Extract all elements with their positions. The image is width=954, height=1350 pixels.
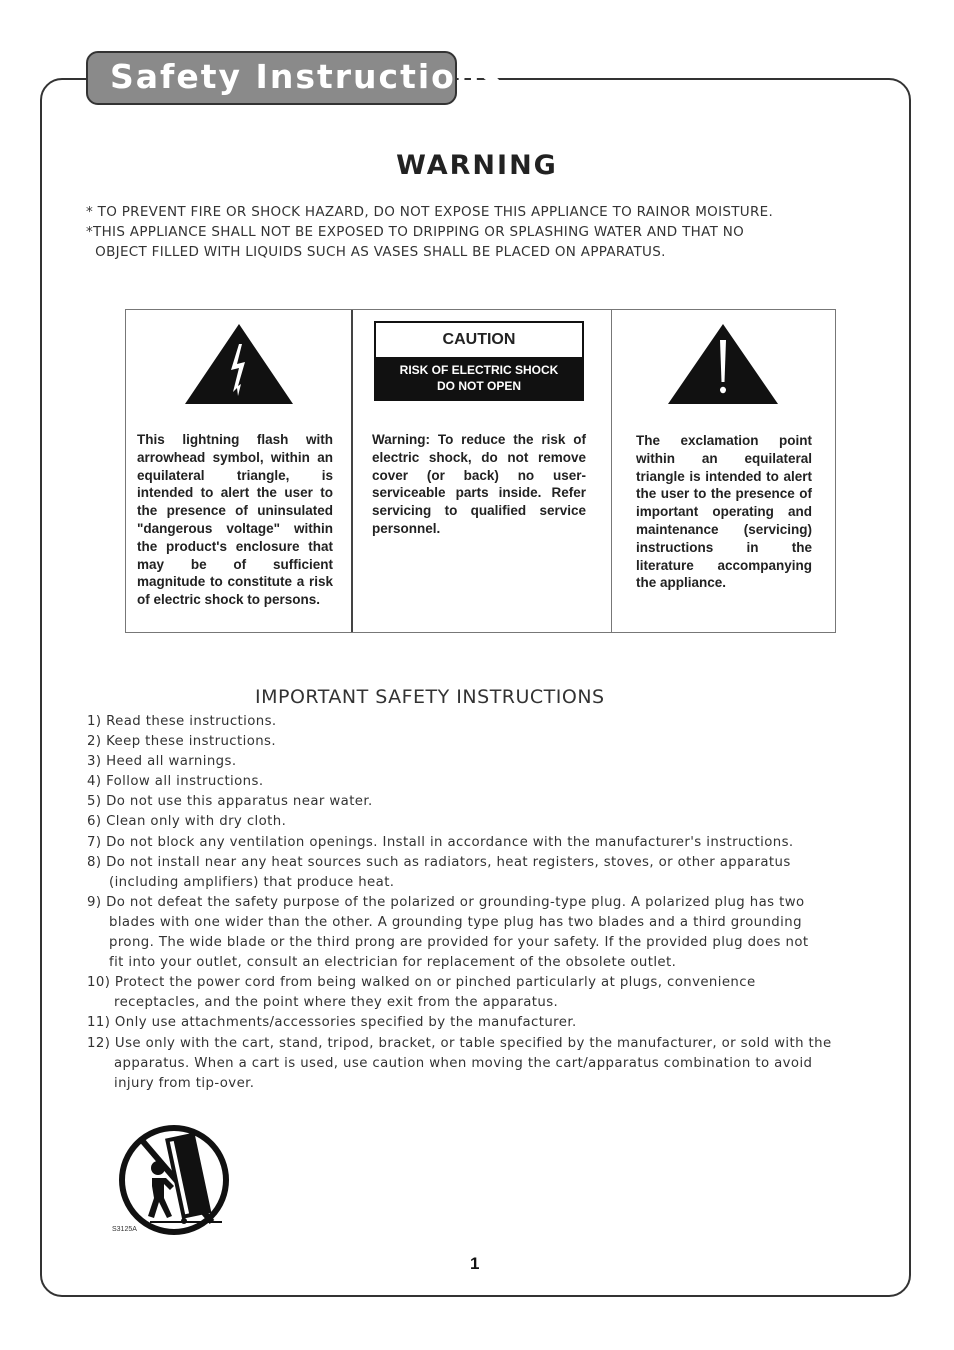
caution-subtitle-line-2: DO NOT OPEN — [436, 379, 521, 393]
warning-line-3: OBJECT FILLED WITH LIQUIDS SUCH AS VASES SHALL BE PLACED ON APPARATUS. — [86, 244, 666, 260]
warning-line-2: *THIS APPLIANCE SHALL NOT BE EXPOSED TO DRIPPING OR SPLASHING WATER AND THAT NO — [86, 224, 745, 240]
exclamation-description: The exclamation point within an equilateral triangle is intended to alert the user to the presence of important operating and maintenance (servicing) instructions in the literature accompanying the appliance. — [636, 433, 812, 591]
safety-symbols-panel — [125, 309, 836, 633]
list-item: 5) Do not use this apparatus near water. — [87, 794, 373, 810]
list-item: 8) Do not install near any heat sources such as radiators, heat registers, stoves, or other apparatus — [87, 854, 791, 870]
caution-label — [374, 321, 584, 401]
cart-tip-over-icon — [112, 1124, 237, 1236]
caution-title: CAUTION — [442, 331, 516, 348]
cart-warning-symbol — [112, 1124, 237, 1240]
panel-divider — [611, 310, 612, 632]
lightning-triangle-icon — [183, 322, 295, 406]
caution-subtitle — [376, 357, 582, 399]
caution-description: Warning: To reduce the risk of electric shock, do not remove cover (or back) no user-serviceable parts inside. Refer servicing to qualified service personnel. — [372, 432, 586, 536]
list-item: 1) Read these instructions. — [87, 714, 277, 729]
list-item: 4) Follow all instructions. — [87, 774, 264, 790]
list-item-continued: (including amplifiers) that produce heat. — [109, 874, 395, 890]
panel-divider — [351, 310, 353, 632]
title-tab — [86, 51, 503, 105]
page-number: 1 — [470, 1254, 480, 1273]
warning-heading: WARNING — [396, 150, 558, 181]
lightning-description: This lightning flash with arrowhead symbol, within an equilateral triangle, is intended to alert the user to the presence of uninsulated "dangerous voltage" within the product's enclosure that may be of sufficient magnitude to constitute a risk of electric shock to persons. — [137, 432, 333, 608]
list-item-continued: receptacles, and the point where they exit from the apparatus. — [114, 995, 559, 1011]
list-item: 10) Protect the power cord from being walked on or pinched particularly at plugs, convenience — [87, 975, 756, 991]
caution-subtitle-line-1: RISK OF ELECTRIC SHOCK — [399, 363, 559, 377]
cart-symbol-code: S3125A — [112, 1226, 137, 1233]
exclamation-triangle-icon — [666, 322, 780, 406]
list-item-continued: prong. The wide blade or the third prong are provided for your safety. If the provided plug does not — [109, 935, 809, 951]
list-item: 2) Keep these instructions. — [87, 734, 277, 750]
list-item: 11) Only use attachments/accessories specified by the manufacturer. — [87, 1015, 577, 1031]
list-item: 3) Heed all warnings. — [87, 754, 237, 770]
instructions-heading: IMPORTANT SAFETY INSTRUCTIONS — [255, 686, 605, 708]
page-title: Safety Instructions — [110, 57, 503, 96]
list-item-continued: fit into your outlet, consult an electrician for replacement of the obsolete outlet. — [109, 955, 677, 971]
list-item: 12) Use only with the cart, stand, tripod, bracket, or table specified by the manufacturer, or sold with the — [87, 1035, 832, 1051]
warning-line-1: * TO PREVENT FIRE OR SHOCK HAZARD, DO NOT EXPOSE THIS APPLIANCE TO RAINOR MOISTURE. — [86, 204, 774, 220]
list-item: 7) Do not block any ventilation openings. Install in accordance with the manufacturer's instructions. — [87, 834, 794, 850]
list-item-continued: injury from tip-over. — [114, 1075, 255, 1091]
list-item: 9) Do not defeat the safety purpose of the polarized or grounding-type plug. A polarized plug has two — [87, 894, 805, 910]
list-item: 6) Clean only with dry cloth. — [87, 814, 287, 830]
instructions-list — [87, 712, 847, 1094]
list-item-continued: apparatus. When a cart is used, use caution when moving the cart/apparatus combination to avoid — [114, 1055, 813, 1071]
list-item-continued: blades with one wider than the other. A grounding type plug has two blades and a third grounding — [109, 914, 802, 930]
